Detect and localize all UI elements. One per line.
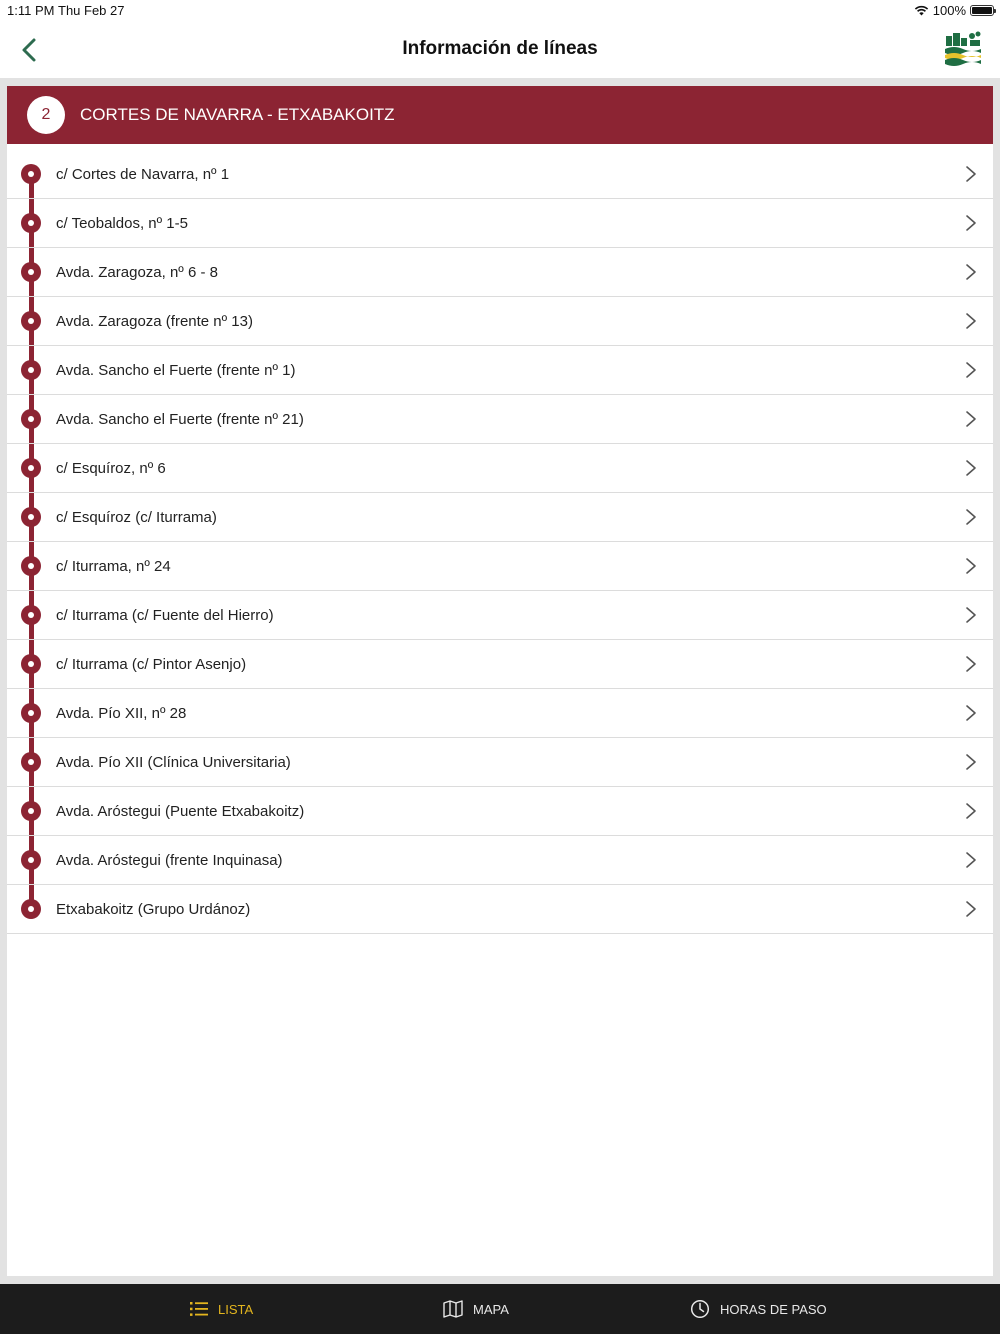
tab-mapa-label: MAPA (473, 1301, 509, 1317)
tab-lista-label: LISTA (218, 1301, 254, 1317)
stop-marker-icon (21, 262, 41, 282)
stop-item[interactable] (7, 493, 993, 542)
stop-marker-icon (21, 654, 41, 674)
list-icon (190, 1302, 208, 1316)
stop-marker-icon (21, 801, 41, 821)
chevron-right-icon (965, 655, 977, 673)
stop-marker-icon (21, 213, 41, 233)
app-logo-icon (944, 30, 982, 70)
stop-marker-icon (21, 458, 41, 478)
stop-item[interactable] (7, 836, 993, 885)
stop-marker-icon (21, 360, 41, 380)
stop-name: c/ Teobaldos, nº 1-5 (56, 215, 188, 232)
stop-item[interactable] (7, 297, 993, 346)
status-date: Thu Feb 27 (58, 3, 125, 18)
battery-percent: 100% (932, 3, 966, 18)
chevron-right-icon (965, 802, 977, 820)
stop-name: Avda. Sancho el Fuerte (frente nº 1) (56, 362, 296, 379)
chevron-right-icon (965, 851, 977, 869)
stop-item[interactable] (7, 787, 993, 836)
chevron-right-icon (965, 410, 977, 428)
map-icon (443, 1300, 463, 1318)
status-right (914, 3, 994, 18)
stop-item[interactable] (7, 885, 993, 934)
stop-name: c/ Iturrama, nº 24 (56, 558, 171, 575)
stop-marker-icon (21, 164, 41, 184)
stop-item[interactable] (7, 738, 993, 787)
stop-marker-icon (21, 899, 41, 919)
navigation-bar (0, 22, 1000, 78)
stop-name: Avda. Zaragoza (frente nº 13) (56, 313, 253, 330)
line-header (7, 86, 993, 144)
chevron-right-icon (965, 606, 977, 624)
stop-marker-icon (21, 850, 41, 870)
stop-name: Etxabakoitz (Grupo Urdánoz) (56, 901, 251, 918)
chevron-right-icon (965, 312, 977, 330)
chevron-right-icon (965, 361, 977, 379)
stop-marker-icon (21, 409, 41, 429)
status-bar (0, 0, 1000, 22)
chevron-right-icon (965, 263, 977, 281)
stops-list (7, 150, 993, 934)
stop-item[interactable] (7, 199, 993, 248)
tab-mapa[interactable] (443, 1284, 509, 1334)
tab-lista[interactable] (190, 1284, 253, 1334)
stop-item[interactable] (7, 248, 993, 297)
stop-name: c/ Cortes de Navarra, nº 1 (56, 166, 230, 183)
stop-name: Avda. Aróstegui (frente Inquinasa) (56, 852, 283, 869)
stop-name: c/ Iturrama (c/ Fuente del Hierro) (56, 607, 274, 624)
stop-name: c/ Iturrama (c/ Pintor Asenjo) (56, 656, 247, 673)
status-time: 1:11 PM (7, 3, 55, 18)
line-name: CORTES DE NAVARRA - ETXABAKOITZ (80, 105, 395, 124)
chevron-right-icon (965, 557, 977, 575)
stop-item[interactable] (7, 542, 993, 591)
stop-name: c/ Esquíroz, nº 6 (56, 460, 166, 477)
chevron-right-icon (965, 214, 977, 232)
wifi-icon (914, 5, 929, 16)
stop-marker-icon (21, 507, 41, 527)
stop-name: Avda. Pío XII, nº 28 (56, 705, 187, 722)
chevron-right-icon (965, 753, 977, 771)
stop-name: Avda. Pío XII (Clínica Universitaria) (56, 754, 291, 771)
page-title: Información de líneas (402, 38, 598, 59)
chevron-right-icon (965, 165, 977, 183)
battery-icon (970, 5, 994, 16)
stop-item[interactable] (7, 444, 993, 493)
chevron-right-icon (965, 900, 977, 918)
stop-marker-icon (21, 752, 41, 772)
stop-name: c/ Esquíroz (c/ Iturrama) (56, 509, 217, 526)
tab-bar (0, 1284, 1000, 1334)
line-number-badge: 2 (27, 96, 65, 134)
chevron-right-icon (965, 508, 977, 526)
stop-marker-icon (21, 556, 41, 576)
stop-item[interactable] (7, 689, 993, 738)
stop-name: Avda. Aróstegui (Puente Etxabakoitz) (56, 803, 305, 820)
stop-name: Avda. Sancho el Fuerte (frente nº 21) (56, 411, 304, 428)
tab-horas-de-paso[interactable] (690, 1284, 827, 1334)
stop-item[interactable] (7, 640, 993, 689)
tab-horas-label: HORAS DE PASO (720, 1301, 827, 1317)
stop-marker-icon (21, 605, 41, 625)
stop-item[interactable] (7, 150, 993, 199)
stop-marker-icon (21, 703, 41, 723)
chevron-right-icon (965, 459, 977, 477)
stop-item[interactable] (7, 346, 993, 395)
clock-icon (690, 1299, 710, 1319)
stop-name: Avda. Zaragoza, nº 6 - 8 (56, 264, 218, 281)
stop-item[interactable] (7, 395, 993, 444)
stop-item[interactable] (7, 591, 993, 640)
stop-marker-icon (21, 311, 41, 331)
chevron-right-icon (965, 704, 977, 722)
